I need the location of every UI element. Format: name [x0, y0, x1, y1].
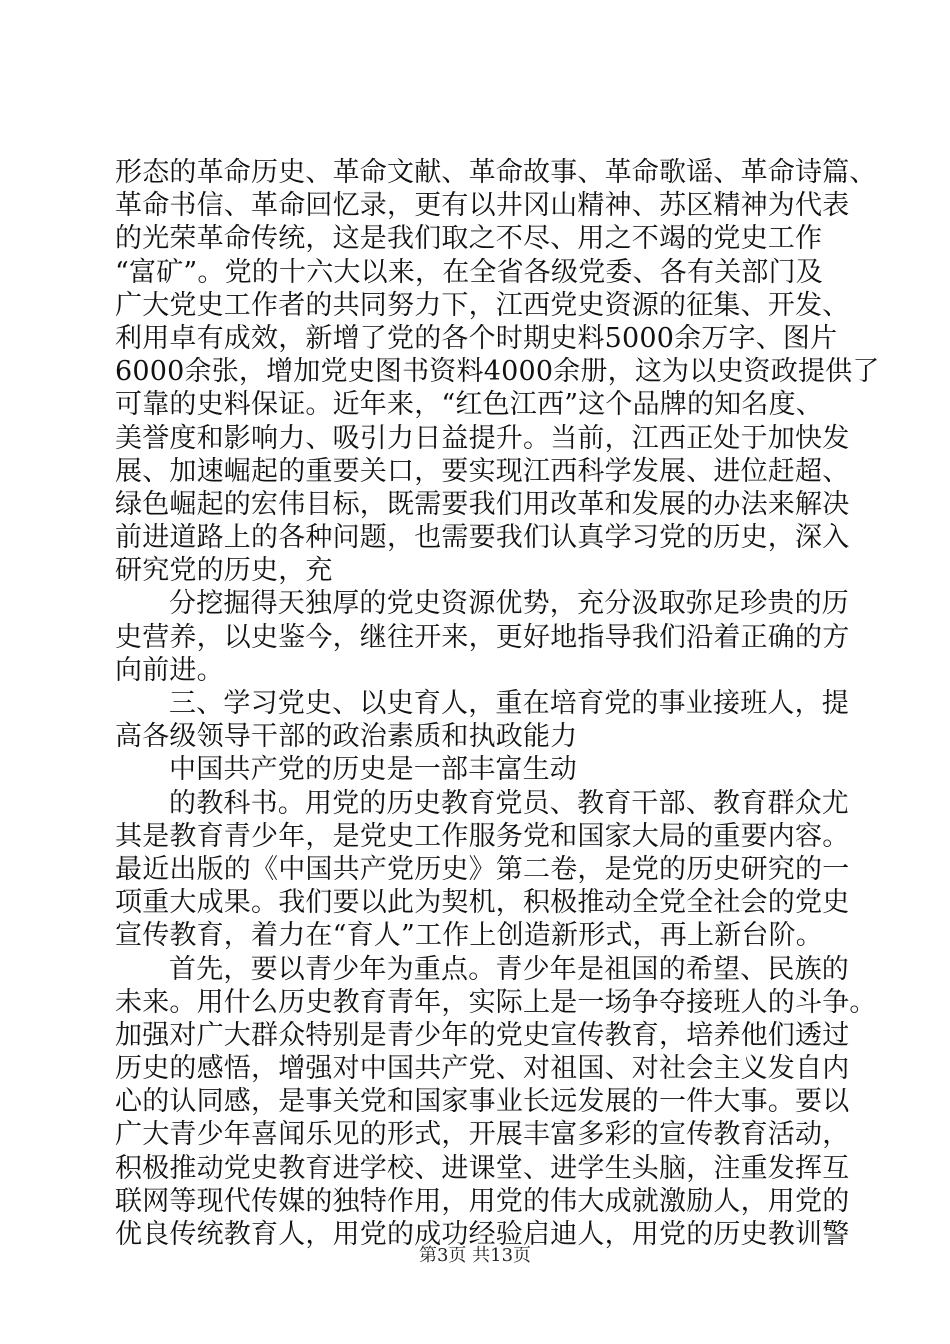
paragraph-start-line: 首先，要以青少年为重点。青少年是祖国的希望、民族的: [169, 953, 849, 985]
text-line: 其是教育青少年，是党史工作服务党和国家大局的重要内容。: [115, 820, 850, 852]
text-line: 广大青少年喜闻乐见的形式，开展丰富多彩的宣传教育活动，: [115, 1119, 850, 1151]
text-line: 项重大成果。我们要以此为契机，积极推动全党全社会的党史: [115, 887, 850, 919]
text-line: 历史的感悟，增强对中国共产党、对祖国、对社会主义发自内: [115, 1053, 850, 1085]
text-line: 前进道路上的各种问题，也需要我们认真学习党的历史，深入: [115, 522, 850, 554]
page-number-footer: 第3页 共13页: [418, 1245, 532, 1266]
text-line: 史营养，以史鉴今，继往开来，更好地指导我们沿着正确的方: [115, 621, 850, 653]
text-line: 未来。用什么历史教育青年，实际上是一场争夺接班人的斗争。: [115, 986, 877, 1018]
text-line: 6000余张，增加党史图书资料4000余册，这为以史资政提供了: [115, 356, 880, 388]
document-body: [115, 156, 880, 1251]
paragraph-start-line: 中国共产党的历史是一部丰富生动: [169, 754, 577, 786]
text-line: 积极推动党史教育进学校、进课堂、进学生头脑，注重发挥互: [115, 1152, 850, 1184]
text-line: “富矿”。党的十六大以来，在全省各级党委、各有关部门及: [115, 256, 824, 288]
text-line: 向前进。: [115, 654, 224, 686]
section-heading-line: 高各级领导干部的政治素质和执政能力: [115, 721, 578, 753]
text-line: 广大党史工作者的共同努力下，江西党史资源的征集、开发、: [115, 289, 850, 321]
text-line: 心的认同感，是事关党和国家事业长远发展的一件大事。要以: [115, 1086, 850, 1118]
text-line: 革命书信、革命回忆录，更有以井冈山精神、苏区精神为代表: [115, 190, 850, 222]
text-line: 形态的革命历史、革命文献、革命故事、革命歌谣、革命诗篇、: [115, 157, 877, 188]
text-line: 展、加速崛起的重要关口，要实现江西科学发展、进位赶超、: [115, 455, 850, 487]
text-line: 宣传教育，着力在“育人”工作上创造新形式，再上新台阶。: [115, 920, 824, 952]
paragraph-start-line: 分挖掘得天独厚的党史资源优势，充分汲取弥足珍贵的历: [169, 588, 849, 620]
text-line: 研究党的历史，充: [115, 555, 333, 587]
text-line: 美誉度和影响力、吸引力日益提升。当前，江西正处于加快发: [115, 422, 850, 454]
text-line: 绿色崛起的宏伟目标，既需要我们用改革和发展的办法来解决: [115, 488, 850, 520]
text-line: 最近出版的《中国共产党历史》第二卷，是党的历史研究的一: [115, 853, 850, 885]
text-line: 利用卓有成效，新增了党的各个时期史料5000余万字、图片: [115, 322, 838, 354]
section-heading-line: 三、学习党史、以史育人，重在培育党的事业接班人，提: [169, 688, 849, 719]
text-line: 的光荣革命传统，这是我们取之不尽、用之不竭的党史工作: [115, 223, 823, 255]
text-line: 的教科书。用党的历史教育党员、教育干部、教育群众尤: [169, 787, 849, 819]
text-line: 联网等现代传媒的独特作用，用党的伟大成就激励人，用党的: [115, 1185, 850, 1217]
text-line: 加强对广大群众特别是青少年的党史宣传教育，培养他们透过: [115, 1019, 850, 1051]
text-line: 可靠的史料保证。近年来，“红色江西”这个品牌的知名度、: [115, 389, 824, 421]
text-line: 优良传统教育人，用党的成功经验启迪人，用党的历史教训警: [115, 1219, 850, 1250]
